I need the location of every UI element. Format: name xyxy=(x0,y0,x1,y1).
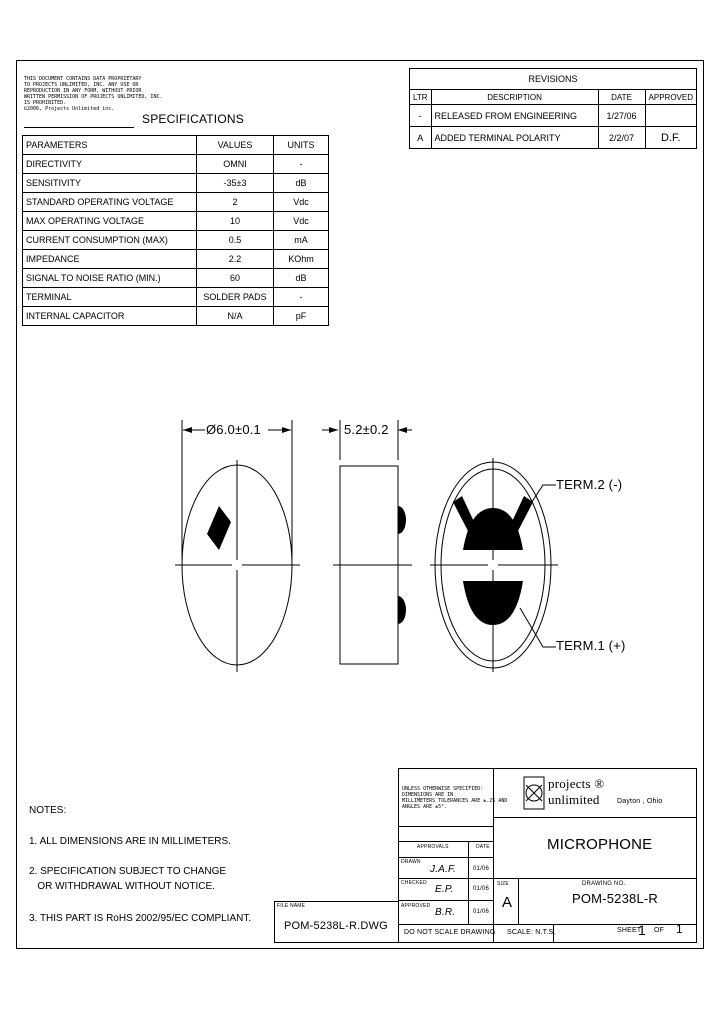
tolerance-line: UNLESS OTHERWISE SPECIFIED: xyxy=(402,786,484,792)
unit-cell: dB xyxy=(274,269,329,288)
front-view-marker xyxy=(207,506,231,550)
rev-ltr: A xyxy=(410,127,432,149)
unit-cell: - xyxy=(274,288,329,307)
drawing-number: POM-5238L-R xyxy=(572,891,659,906)
value-cell: 0.5 xyxy=(197,231,274,250)
notice-line: REPRODUCTION IN ANY FORM, WITHOUT PRIOR xyxy=(24,88,142,94)
rev-ltr: - xyxy=(410,105,432,127)
company-name-2: unlimited xyxy=(548,792,600,807)
rev-date: 2/2/07 xyxy=(598,127,645,149)
unit-cell: Vdc xyxy=(274,212,329,231)
rev-header-approved: APPROVED xyxy=(645,90,696,105)
notice-line: THIS DOCUMENT CONTAINS DATA PROPRIETARY xyxy=(24,76,142,82)
header-values: VALUES xyxy=(197,136,274,155)
file-name: POM-5238L-R.DWG xyxy=(284,920,388,932)
note-item: 3. THIS PART IS RoHS 2002/95/EC COMPLIANT. xyxy=(29,913,252,924)
checked-by: E.P. xyxy=(435,884,454,895)
approvals-label: APPROVALS xyxy=(417,844,449,850)
revisions-title: REVISIONS xyxy=(410,69,697,90)
spec-title: SPECIFICATIONS xyxy=(142,112,244,126)
header-parameters: PARAMETERS xyxy=(23,136,197,155)
rev-description: ADDED TERMINAL POLARITY xyxy=(431,127,598,149)
value-cell: 60 xyxy=(197,269,274,288)
notice-line: IS PROHIBITED. xyxy=(24,100,67,106)
value-cell: 2.2 xyxy=(197,250,274,269)
param-cell: MAX OPERATING VOLTAGE xyxy=(23,212,197,231)
part-title: MICROPHONE xyxy=(547,836,653,853)
term2-arm-left xyxy=(453,496,476,531)
checked-label: CHECKED xyxy=(401,880,427,886)
unit-cell: - xyxy=(274,155,329,174)
note-item: OR WITHDRAWAL WITHOUT NOTICE. xyxy=(29,881,215,892)
approved-by: B.R. xyxy=(435,907,456,918)
term1-pad xyxy=(463,581,523,625)
company-name-1: projects ® xyxy=(548,776,605,791)
param-cell: IMPEDANCE xyxy=(23,250,197,269)
date-label: DATE xyxy=(476,844,490,850)
notes-title: NOTES: xyxy=(29,805,67,816)
unit-cell: dB xyxy=(274,174,329,193)
company-logo-icon xyxy=(523,776,545,810)
note-item: 2. SPECIFICATION SUBJECT TO CHANGE xyxy=(29,866,227,877)
param-cell: INTERNAL CAPACITOR xyxy=(23,307,197,326)
drawn-by: J.A.F. xyxy=(430,864,457,875)
unit-cell: Vdc xyxy=(274,193,329,212)
drawn-date: 01/06 xyxy=(473,866,490,872)
rev-header-description: DESCRIPTION xyxy=(431,90,598,105)
term1-label: TERM.1 (+) xyxy=(556,638,626,653)
sheet-label: SHEET xyxy=(617,927,642,934)
unit-cell: pF xyxy=(274,307,329,326)
term2-arm-right xyxy=(510,496,533,531)
term2-pad xyxy=(463,508,523,550)
rev-header-date: DATE xyxy=(598,90,645,105)
of-label: OF xyxy=(654,927,665,934)
do-not-scale: DO NOT SCALE DRAWING xyxy=(404,929,496,936)
size-label: SIZE xyxy=(497,881,509,887)
tolerance-note xyxy=(402,786,507,810)
term2-label: TERM.2 (-) xyxy=(556,477,623,492)
scale: SCALE: N.T.S. xyxy=(507,929,556,936)
notice-line: WRITTEN PERMISSION OF PROJECTS UNLIMITED, INC. xyxy=(24,94,163,100)
unit-cell: KOhm xyxy=(274,250,329,269)
notice-line: TO PROJECTS UNLIMITED, INC. ANY USE OR xyxy=(24,82,139,88)
tolerance-line: MILLIMETERS TOLERANCES ARE ±.25 AND xyxy=(402,798,508,804)
drawn-label: DRAWN xyxy=(401,859,421,865)
param-cell: CURRENT CONSUMPTION (MAX) xyxy=(23,231,197,250)
value-cell: OMNI xyxy=(197,155,274,174)
note-item: 1. ALL DIMENSIONS ARE IN MILLIMETERS. xyxy=(29,836,231,847)
tolerance-line: DIMENSIONS ARE IN xyxy=(402,792,454,798)
height-arrow-right xyxy=(398,427,407,433)
rev-description: RELEASED FROM ENGINEERING xyxy=(431,105,598,127)
param-cell: SIGNAL TO NOISE RATIO (MIN.) xyxy=(23,269,197,288)
rev-approved: D.F. xyxy=(645,127,696,149)
diameter-arrow-left xyxy=(183,427,192,433)
approved-label: APPROVED xyxy=(401,903,431,909)
value-cell: -35±3 xyxy=(197,174,274,193)
approved-date: 01/06 xyxy=(473,909,490,915)
rev-date: 1/27/06 xyxy=(598,105,645,127)
size-value: A xyxy=(502,894,513,911)
param-cell: TERMINAL xyxy=(23,288,197,307)
param-cell: DIRECTIVITY xyxy=(23,155,197,174)
drawing-no-label: DRAWING NO. xyxy=(582,881,626,887)
company-location: Dayton , Ohio xyxy=(617,798,663,805)
side-bump-bottom xyxy=(398,596,406,624)
param-cell: STANDARD OPERATING VOLTAGE xyxy=(23,193,197,212)
height-label: 5.2±0.2 xyxy=(344,422,389,437)
side-bump-top xyxy=(398,506,406,534)
header-units: UNITS xyxy=(274,136,329,155)
notice-line: ©2006, Projects Unlimited inc. xyxy=(24,106,115,112)
file-name-label: FILE NAME xyxy=(277,903,306,909)
value-cell: N/A xyxy=(197,307,274,326)
value-cell: SOLDER PADS xyxy=(197,288,274,307)
rev-header-ltr: LTR xyxy=(410,90,432,105)
param-cell: SENSITIVITY xyxy=(23,174,197,193)
height-arrow-left xyxy=(329,427,338,433)
diameter-label: Ø6.0±0.1 xyxy=(206,422,261,437)
checked-date: 01/06 xyxy=(473,886,490,892)
diameter-arrow-right xyxy=(282,427,291,433)
unit-cell: mA xyxy=(274,231,329,250)
sheet-total: 1 xyxy=(676,922,683,936)
sheet-number: 1 xyxy=(638,922,646,938)
value-cell: 2 xyxy=(197,193,274,212)
tolerance-line: ANGLES ARE ±5°. xyxy=(402,804,448,810)
value-cell: 10 xyxy=(197,212,274,231)
